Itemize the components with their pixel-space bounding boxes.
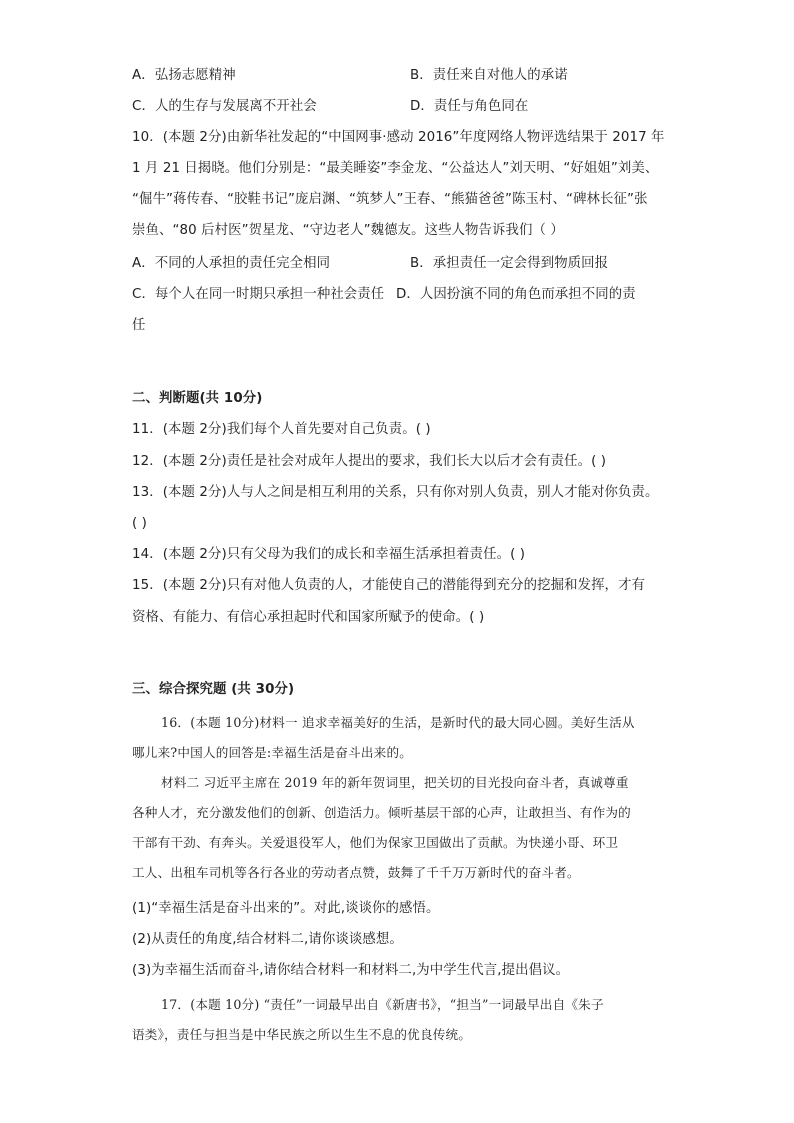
q10-option-a: A．不同的人承担的责任完全相同 <box>132 256 331 271</box>
q16-material-1-line-2: 哪儿来?中国人的回答是:幸福生活是奋斗出来的。 <box>132 745 413 760</box>
q12: 12．(本题 2分)责任是社会对成年人提出的要求，我们长大以后才会有责任。( ) <box>132 454 607 469</box>
q10-option-b: B．承担责任一定会得到物质回报 <box>410 256 609 271</box>
q14: 14．(本题 2分)只有父母为我们的成长和幸福生活承担着责任。( ) <box>132 547 526 562</box>
q11: 11．(本题 2分)我们每个人首先要对自己负责。( ) <box>132 422 431 437</box>
q16-subquestion-2: (2)从责任的角度,结合材料二,请你谈谈感想。 <box>132 932 403 947</box>
q16-material-2-line-3: 干部有干劲、有奔头。关爱退役军人，他们为保家卫国做出了贡献。为快递小哥、环卫 <box>132 835 619 850</box>
q16-material-2-line-1: 材料二 习近平主席在 2019 年的新年贺词里，把关切的目光投向奋斗者，真诚尊重 <box>161 775 629 790</box>
q16-material-1-line-1: 16．(本题 10分)材料一 追求幸福美好的生活，是新时代的最大同心圆。美好生活从 <box>161 715 635 730</box>
q16-subquestion-3: (3)为幸福生活而奋斗,请你结合材料一和材料二,为中学生代言,提出倡议。 <box>132 963 570 978</box>
q10-stem-line-3: “倔牛”蒋传春、“胶鞋书记”庞启渊、“筑梦人”王春、“熊猫爸爸”陈玉村、“碑林长征”张 <box>132 192 648 207</box>
q13-line-2: ( ) <box>132 516 148 531</box>
q10-stem-line-1: 10．(本题 2分)由新华社发起的“中国网事·感动 2016”年度网络人物评选结果于 2017 年 <box>132 130 665 145</box>
section-2-heading: 二、判断题(共 10分) <box>132 391 263 406</box>
q9-option-c: C．人的生存与发展离不开社会 <box>132 99 317 114</box>
q10-stem-line-4: 崇鱼、“80 后村医”贺星龙、“守边老人”魏德友。这些人物告诉我们（ ） <box>132 223 564 238</box>
q17-line-1: 17．(本题 10分) “责任”一词最早出自《新唐书》，“担当”一词最早出自《朱子 <box>161 997 604 1012</box>
q17-line-2: 语类》，责任与担当是中华民族之所以生生不息的优良传统。 <box>132 1027 472 1042</box>
q10-option-c: C．每个人在同一时期只承担一种社会责任 <box>132 287 385 302</box>
q9-option-a: A．弘扬志愿精神 <box>132 68 236 83</box>
q16-subquestion-1: (1)“幸福生活是奋斗出来的”。对此,谈谈你的感悟。 <box>132 901 440 916</box>
q10-stem-line-2: 1 月 21 日揭晓。他们分别是：“最美睡姿”李金龙、“公益达人”刘天明、“好姐姐”刘美、 <box>132 161 659 176</box>
section-3-heading: 三、综合探究题 (共 30分) <box>132 682 295 697</box>
q9-option-d: D．责任与角色同在 <box>410 99 529 114</box>
q10-option-d: D．人因扮演不同的角色而承担不同的责 <box>396 287 636 302</box>
q10-option-d-continued: 任 <box>132 318 146 333</box>
q13-line-1: 13．(本题 2分)人与人之间是相互利用的关系，只有你对别人负责，别人才能对你负责。 <box>132 485 659 500</box>
q16-material-2-line-2: 各种人才，充分激发他们的创新、创造活力。倾听基层干部的心声，让敢担当、有作为的 <box>132 805 631 820</box>
q9-option-b: B．责任来自对他人的承诺 <box>410 68 568 83</box>
q15-line-1: 15．(本题 2分)只有对他人负责的人，才能使自己的潜能得到充分的挖掘和发挥，才有 <box>132 578 646 593</box>
q15-line-2: 资格、有能力、有信心承担起时代和国家所赋予的使命。( ) <box>132 610 485 625</box>
q16-material-2-line-4: 工人、出租车司机等各行各业的劳动者点赞，鼓舞了千千万万新时代的奋斗者。 <box>132 865 580 880</box>
